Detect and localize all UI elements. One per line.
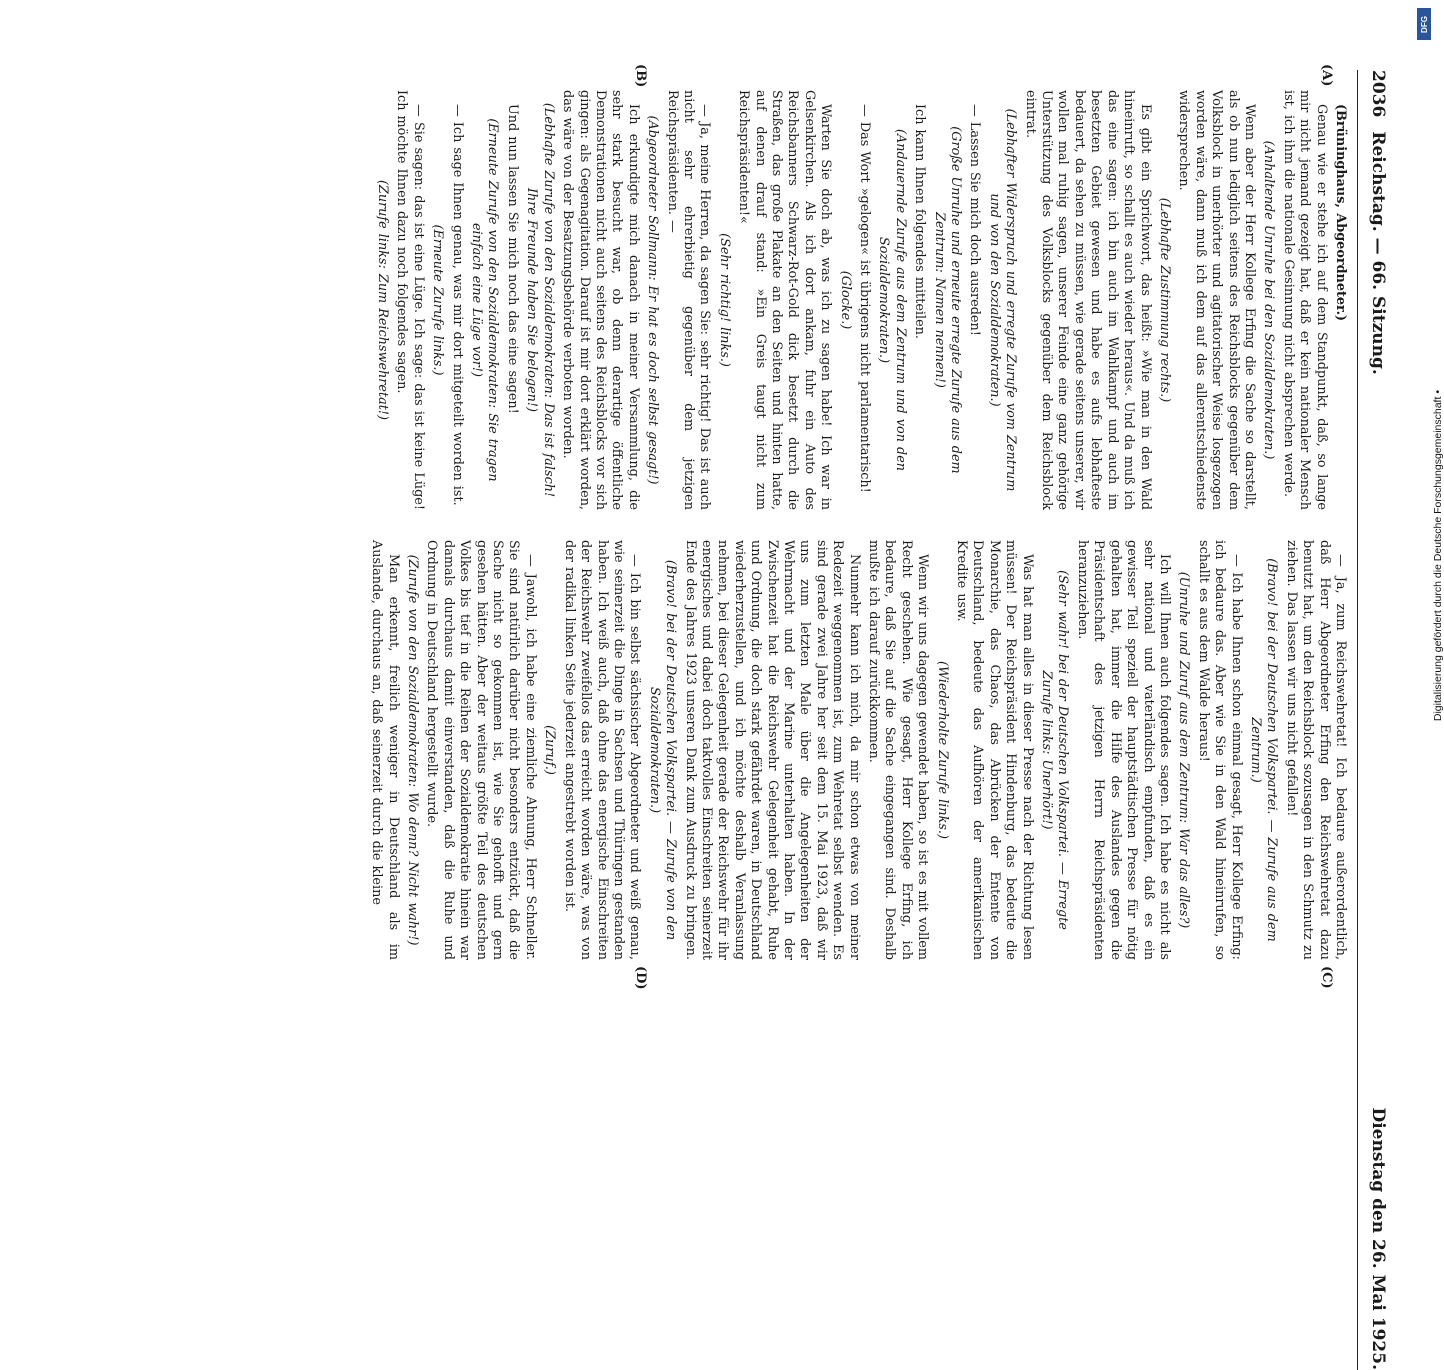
stage-direction: (Bravo! bei der Deutschen Volkspartei. — Zurufe aus dem Zentrum.) [1247, 558, 1280, 942]
stage-direction: (Glocke.) [837, 270, 853, 330]
speech-paragraph: Ich will Ihnen auch folgendes sagen. Ich habe es nicht als sehr national und vaterländisch empfunden, daß es ein gewisser Teil speziell der hauptstädtischen Presse für nötig gehalten hat, immer die Hilfe des Auslandes gegen die Präsidentschaft des jetzigen Herrn Reichspräsidenten heranzuziehen. [1074, 540, 1172, 960]
speech-paragraph: — Lassen Sie mich doch ausreden! [967, 104, 983, 336]
speech-paragraph: — Ich habe Ihnen schon einmal gesagt, Herr Kollege Erfing: ich bedaure das. Aber wie Sie in den Wald hineinrufen, so schallt es aus dem Walde heraus! [1195, 540, 1244, 960]
speech-paragraph: Und nun lassen Sie mich noch das eine sagen! [504, 104, 520, 414]
speech-paragraph: — Das Wort »gelogen« ist übrigens nicht parlamentarisch! [857, 104, 873, 493]
stage-direction: (Unruhe und Zuruf aus dem Zentrum: War das alles?) [1176, 571, 1192, 929]
stage-direction: (Große Unruhe und erneute erregte Zurufe aus dem Zentrum: Namen nennen!) [931, 126, 964, 474]
session-title: Reichstag. — 66. Sitzung. [1368, 131, 1388, 375]
speech-paragraph: Warten Sie doch ab, was ich zu sagen habe! Ich war in Gelsenkirchen. Als ich dort ankam, fuhr ein Auto des Reichsbanners Schwarz-Rot-Gold dick besetzt durch die Straßen, das große Plakate an den Seiten und hinten hatte, auf denen drauf stand: »Ein Greis taugt nicht zum Reichspräsidenten!« [736, 90, 834, 510]
speech-paragraph: Wenn wir uns dagegen gewendet haben, so ist es mit vollem Recht geschehen. Wie gesagt, Herr Kollege Erfing, ich bedaure, daß Sie auf die Sache eingegangen sind. Deshalb mußte ich darauf zurückkommen. [866, 540, 931, 960]
stage-direction: (Zurufe von den Sozialdemokraten: Wo denn? Nicht wahr!) [405, 554, 421, 946]
speech-paragraph: — Sie sagen: das ist eine Lüge. Ich sage: das ist keine Lüge! Ich möchte Ihnen dazu noch folgendes sagen. [394, 90, 426, 510]
digitization-note [1414, 0, 1444, 1000]
stage-direction: (Zuruf.) [542, 725, 558, 775]
page-number: 2036 [1368, 70, 1388, 118]
scanned-page [88, 64, 1388, 1370]
speech-paragraph: Wenn aber der Herr Kollege Erfing die Sache so darstellt, als ob nun lediglich seitens des Reichsblocks gegenüber dem Volksblock in unerhörter und agitatorischer Weise losgezogen worden wäre, dann muß ich dem auf das allerentschiedenste widersprechen. [1176, 90, 1257, 510]
margin-mark-a: (A) [1319, 64, 1334, 87]
speech-paragraph: — Jawohl, ich habe eine ziemliche Ahnung, Herr Schneller. Sie sind natürlich darüber nicht besonders entzückt, daß die Sache nicht so gekommen ist, wie Sie gehofft und gern gesehen hätten. Aber der weitaus größte Teil des deutschen Volkes bis tief in die Reihen der Sozialdemokratie hinein war damals durchaus damit einverstanden, daß die Ruhe und Ordnung in Deutschland hergestellt wurde. [424, 540, 538, 960]
column-left-body [374, 90, 1348, 510]
speech-paragraph: Genau wie er stehe ich auf dem Standpunkt, daß, so lange mir nicht jemand gezeigt hat, daß er kein nationaler Mensch ist, ich ihm die nationale Gesinnung nicht absprechen werde. [1280, 90, 1329, 510]
speech-paragraph: Ich erkundigte mich danach in meiner Versammlung, die sehr stark besucht war, ob denn derartige öffentliche Demonstrationen nicht auch seitens des Reichsblocks vor sich gingen: als Gegenagitation. Darauf ist mir dort erklärt worden, das wäre von der Besatzungsbehörde verboten worden. [560, 90, 641, 510]
margin-mark-d: (D) [633, 966, 648, 990]
stage-direction: (Andauernde Zurufe aus dem Zentrum und von den Sozialdemokraten.) [876, 128, 908, 472]
speech-paragraph: Ich kann Ihnen folgendes mitteilen. [912, 104, 928, 339]
stage-direction: (Bravo! bei der Deutschen Volkspartei. — Zurufe von den Sozialdemokraten.) [646, 559, 679, 941]
column-right [365, 540, 1348, 990]
speech-paragraph: — Ich sage Ihnen genau, was mir dort mitgeteilt worden ist. [449, 104, 465, 506]
speaker-label: (Brüninghaus, Abgeordneter.) [1333, 104, 1348, 322]
dfg-logo: DFG [1417, 8, 1431, 40]
margin-mark-c: (C) [1319, 966, 1334, 989]
speech-paragraph: Nunmehr kann ich mich, da mir schon etwas von meiner Redezeit weggenommen ist, zum Wehretat selbst wenden. Es sind gerade zwei Jahre her seit dem 15. Mai 1923, daß wir uns zum letzten Male über die Angelegenheiten der Wehrmacht und der Marine unterhalten haben. In der Zwischenzeit hat die Reichswehr Gelegenheit gehabt, Ruhe und Ordnung, die doch stark gefährdet waren, in Deutschland wiederherzustellen, und ich möchte deshalb Veranlassung nehmen, bei dieser Gelegenheit gerade der Reichswehr für ihr energisches und dabei doch taktvolles Einschreiten seinerzeit Ende des Jahres 1923 unseren Dank zum Ausdruck zu bringen. [682, 540, 862, 960]
stage-direction: (Anhaltende Unruhe bei den Sozialdemokraten.) [1261, 140, 1277, 460]
page-header [1357, 70, 1388, 1370]
speech-paragraph: Man erkennt, freilich weniger in Deutschland als im Auslande, durchaus an, daß seinerzeit durch die kleine [369, 540, 401, 960]
stage-direction: (Sehr richtig! links.) [716, 233, 732, 367]
stage-direction: (Wiederholte Zurufe links.) [934, 661, 950, 839]
stage-direction: (Lebhafter Widerspruch und erregte Zurufe vom Zentrum und von den Sozialdemokraten.) [986, 108, 1019, 492]
stage-direction: (Sehr wahr! bei der Deutschen Volkspartei. — Erregte Zurufe links: Unerhört!) [1039, 570, 1071, 930]
stage-direction: (Abgeordneter Sollmann: Er hat es doch selbst gesagt!) [645, 115, 661, 485]
margin-mark-b: (B) [633, 64, 648, 88]
stage-direction: (Lebhafte Zustimmung rechts.) [1156, 197, 1172, 403]
column-left [371, 64, 1348, 510]
stage-direction: (Erneute Zurufe links.) [430, 224, 446, 376]
speech-paragraph: Was hat man alles in dieser Presse nach der Richtung lesen müssen! Der Reichspräsident Hindenburg, das bedeute die Monarchie, das Chaos, das Abrücken der Entente von Deutschland, bedeute das Aufhören der amerikanischen Kredite usw. [954, 540, 1035, 960]
digitization-credit: Digitalisierung gefördert durch die Deutsche Forschungsgemeinschaft • [1432, 390, 1444, 722]
speech-paragraph: — Ja, zum Reichswehretat! Ich bedaure außerordentlich, daß Herr Abgeordneter Erfing den Reichswehretat dazu benutzt hat, um den Reichsblock sozusagen in den Schmutz zu ziehen. Das lassen wir uns nicht gefallen! [1283, 540, 1348, 960]
speech-paragraph: — Ja, meine Herren, da sagen Sie: sehr richtig! Das ist auch nicht sehr ehrerbietig gegenüber dem jetzigen Reichspräsidenten. — [664, 90, 713, 510]
stage-direction: (Zurufe links: Zum Reichswehretat!) [375, 179, 391, 421]
speech-paragraph: Es gibt ein Sprichwort, das heißt: »Wie man in den Wald hineinruft, so schallt es auch wieder heraus«. Und da muß ich das eine sagen: ich bin auch im Wahlkampf und auch im besetzten Gebiet gewesen und habe es aufs lebhafteste bedauert, da sehen zu müssen, wie gerade seitens unserer, wir wollen mal ruhig sagen, unserer Feinde eine ganz gehörige Unterstützung des Volksblocks gegenüber dem Reichsblock eintrat. [1022, 90, 1153, 510]
speech-paragraph: — Ich bin selbst sächsischer Abgeordneter und weiß genau, wie seinerzeit die Dinge in Sachsen und Thüringen gestanden haben. Ich weiß auch, daß ohne das energische Einschreiten der Reichswehr zweifellos das erreicht worden wäre, was von der radikal linken Seite jederzeit angestrebt worden ist. [561, 540, 643, 960]
stage-direction: (Lebhafte Zurufe von den Sozialdemokraten: Das ist falsch! Ihre Freunde haben Sie belogen!) [524, 102, 556, 498]
column-right-body [368, 540, 1348, 960]
stage-direction: (Erneute Zurufe von den Sozialdemokraten: Sie tragen einfach eine Lüge vor!) [469, 118, 501, 482]
session-date: Dienstag den 26. Mai 1925. [1368, 1107, 1388, 1370]
